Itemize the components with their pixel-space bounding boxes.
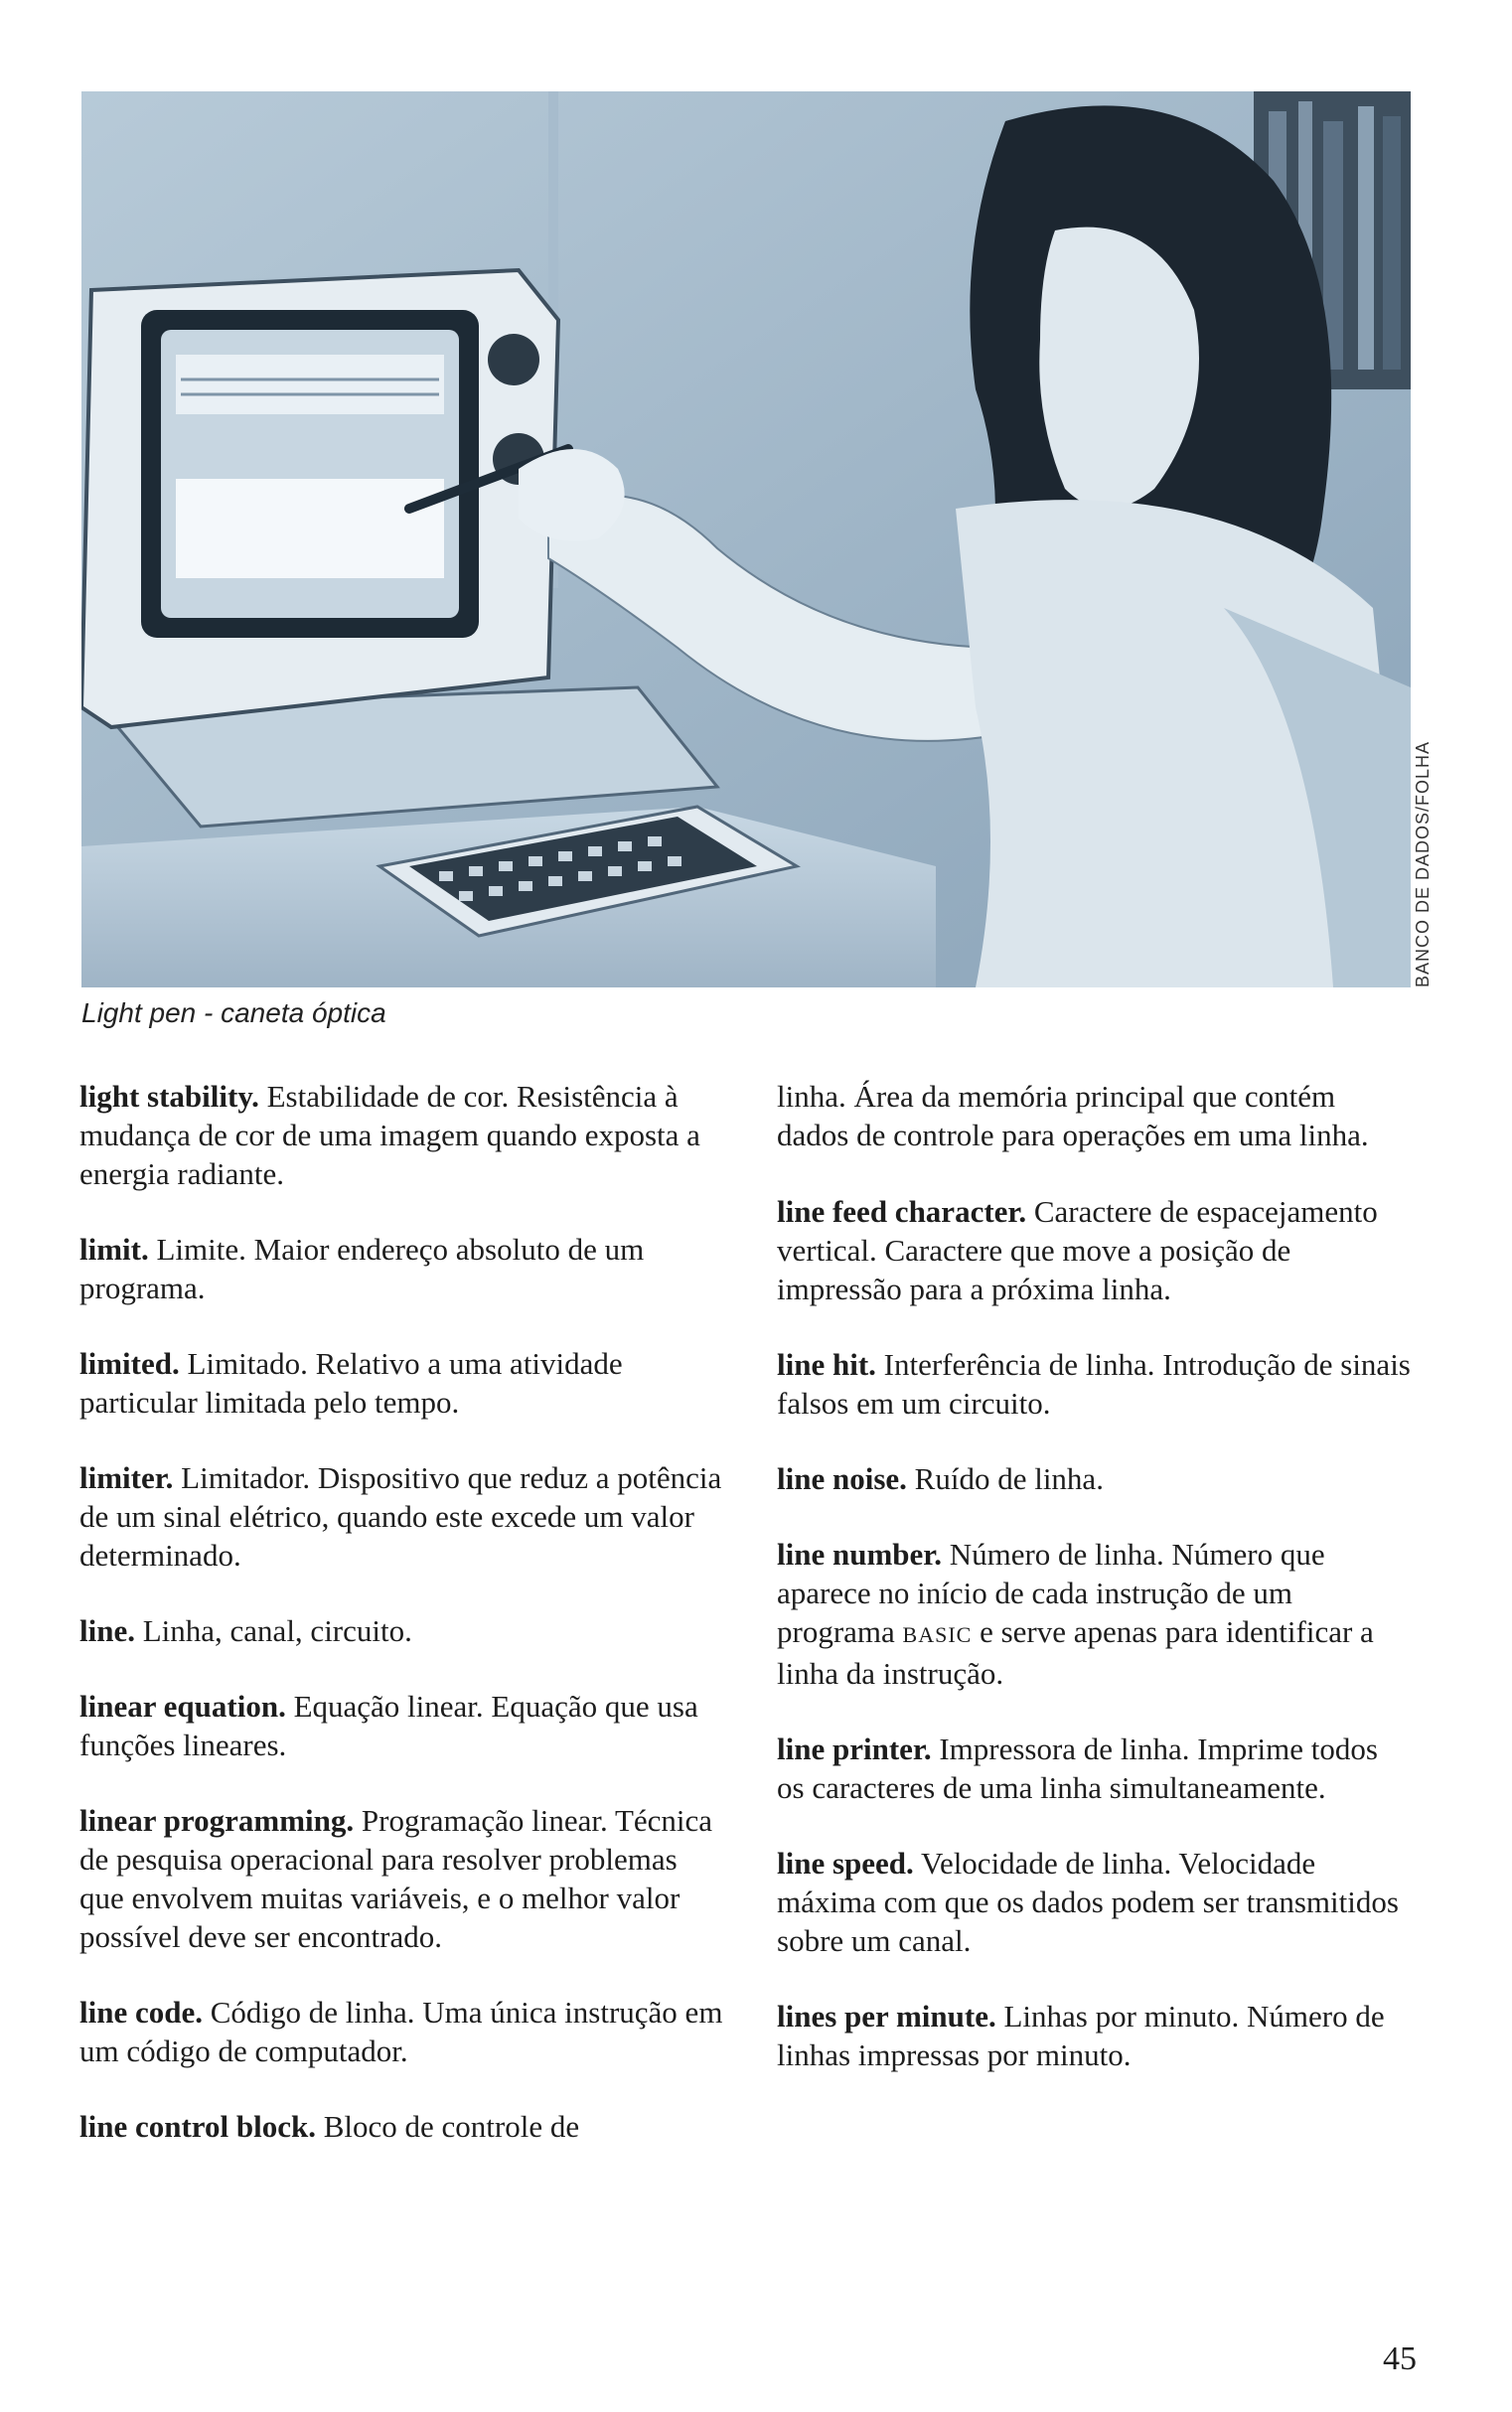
glossary-entry bbox=[777, 1844, 1413, 1960]
right-column bbox=[777, 1077, 1413, 2111]
glossary-entry bbox=[79, 1077, 725, 1193]
page-number: 45 bbox=[1383, 2340, 1417, 2377]
entry-term: line control block. bbox=[79, 2109, 316, 2144]
entry-definition-end: e serve apenas para identificar a linha da instrução. bbox=[777, 1614, 1374, 1691]
entry-term: limited. bbox=[79, 1346, 180, 1381]
glossary-entry bbox=[79, 1801, 725, 1956]
photo-caption: Light pen - caneta óptica bbox=[81, 997, 386, 1028]
entry-definition: Ruído de linha. bbox=[906, 1461, 1104, 1496]
entry-definition: Caractere de espacejamento vertical. Caractere que move a posição de impressão para a próxima linha. bbox=[777, 1194, 1378, 1306]
entry-term: line. bbox=[79, 1613, 135, 1648]
entry-definition: Programação linear. Técnica de pesquisa operacional para resolver problemas que envolvem muitas variáveis, e o melhor valor possível deve ser encontrado. bbox=[79, 1803, 713, 1954]
entry-term: line hit. bbox=[777, 1347, 876, 1382]
glossary-entry bbox=[777, 1345, 1413, 1423]
entry-definition: Bloco de controle de bbox=[315, 2109, 580, 2144]
light-pen-photo bbox=[81, 91, 1411, 987]
entry-definition: Limitado. Relativo a uma atividade particular limitada pelo tempo. bbox=[79, 1346, 623, 1420]
entry-definition: Interferência de linha. Introdução de sinais falsos em um circuito. bbox=[777, 1347, 1411, 1421]
glossary-entry bbox=[79, 1993, 725, 2070]
entry-definition: Impressora de linha. Imprime todos os caracteres de uma linha simultaneamente. bbox=[777, 1732, 1378, 1805]
entry-continuation: linha. Área da memória principal que contém dados de controle para operações em uma linha. bbox=[777, 1079, 1369, 1152]
glossary-entry bbox=[777, 1997, 1413, 2074]
entry-definition: Velocidade de linha. Velocidade máxima com que os dados podem ser transmitidos sobre um canal. bbox=[777, 1846, 1399, 1958]
glossary-entry bbox=[777, 1535, 1413, 1693]
glossary-entry bbox=[79, 1344, 725, 1422]
entry-term: linear equation. bbox=[79, 1689, 286, 1724]
entry-term: limit. bbox=[79, 1232, 149, 1267]
glossary-entry bbox=[79, 1230, 725, 1307]
glossary-entry bbox=[79, 1611, 725, 1650]
left-column bbox=[79, 1077, 725, 2183]
glossary-entry bbox=[777, 1459, 1413, 1498]
entry-term: line feed character. bbox=[777, 1194, 1027, 1229]
glossary-entry bbox=[777, 1730, 1413, 1807]
glossary-entry bbox=[777, 1192, 1413, 1308]
entry-term: line noise. bbox=[777, 1461, 907, 1496]
entry-term: line code. bbox=[79, 1995, 203, 2030]
entry-definition: Linhas por minuto. Número de linhas impressas por minuto. bbox=[777, 1999, 1385, 2072]
glossary-entry bbox=[79, 1687, 725, 1764]
glossary-entry bbox=[79, 1458, 725, 1575]
entry-definition: Número de linha. Número que aparece no início de cada instrução de um programa bbox=[777, 1537, 1325, 1649]
entry-definition: Limite. Maior endereço absoluto de um programa. bbox=[79, 1232, 645, 1305]
entry-definition: Equação linear. Equação que usa funções lineares. bbox=[79, 1689, 698, 1762]
entry-definition: Linha, canal, circuito. bbox=[134, 1613, 412, 1648]
entry-term: lines per minute. bbox=[777, 1999, 996, 2034]
entry-term: linear programming. bbox=[79, 1803, 355, 1838]
entry-definition: Estabilidade de cor. Resistência à mudança de cor de uma imagem quando exposta a energia radiante. bbox=[79, 1079, 700, 1191]
basic-smallcaps: BASIC bbox=[902, 1622, 973, 1647]
entry-term: line number. bbox=[777, 1537, 942, 1572]
glossary-entry bbox=[79, 2107, 725, 2146]
entry-definition: Código de linha. Uma única instrução em um código de computador. bbox=[79, 1995, 723, 2068]
entry-term: light stability. bbox=[79, 1079, 259, 1114]
entry-term: line speed. bbox=[777, 1846, 914, 1881]
entry-term: limiter. bbox=[79, 1460, 174, 1495]
entry-term: line printer. bbox=[777, 1732, 932, 1766]
entry-definition: Limitador. Dispositivo que reduz a potência de um sinal elétrico, quando este excede um valor determinado. bbox=[79, 1460, 722, 1573]
